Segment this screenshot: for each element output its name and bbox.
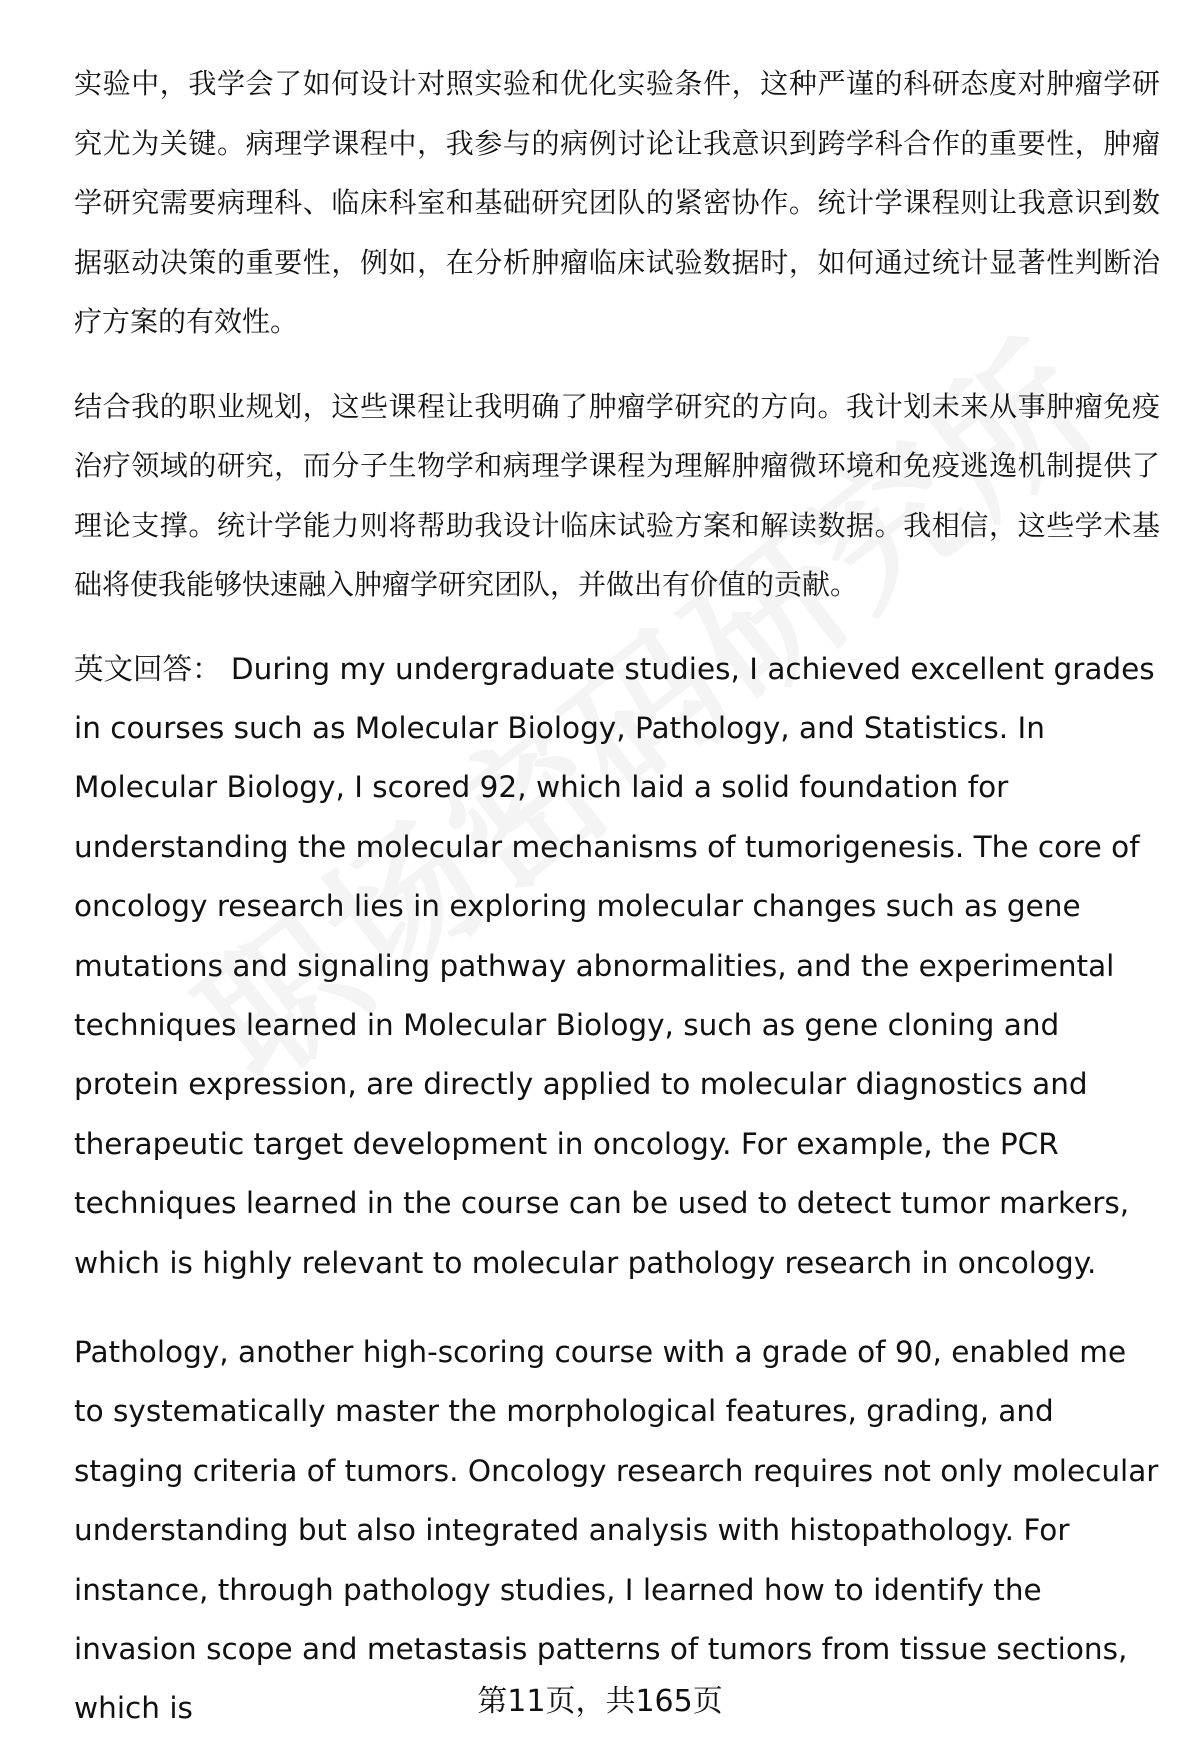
paragraph-english-pathology: Pathology, another high-scoring course with a grade of 90, enabled me to systematically master the morphological features, grading, and staging criteria of tumors. Oncology research requires not only molecular understanding but also integrated analysis with histopathology. For instance, through pathology studies, I learned how to identify the invasion scope and metastasis patterns of tumors from tissue sections, which is — [74, 1334, 1159, 1726]
page-number: 第11页，共165页 — [477, 1684, 723, 1719]
paragraph-english-answer — [74, 640, 1160, 1293]
english-answer-label: 英文回答： — [74, 651, 222, 686]
paragraph-chinese-experiment: 实验中，我学会了如何设计对照实验和优化实验条件，这种严谨的科研态度对肿瘤学研究尤为关键。病理学课程中，我参与的病例讨论让我意识到跨学科合作的重要性，肿瘤学研究需要病理科、临床科室和基础研究团队的紧密协作。统计学课程则让我意识到数据驱动决策的重要性，例如，在分析肿瘤临床试验数据时，如何通过统计显著性判断治疗方案的有效性。 — [74, 67, 1160, 338]
english-answer-text: During my undergraduate studies, I achieved excellent grades in courses such as Molecular Biology, Pathology, and Statistics. In Molecular Biology, I scored 92, which laid a solid foundation for understanding the molecular mechanisms of tumorigenesis. The core of oncology research lies in exploring molecular changes such as gene mutations and signaling pathway abnormalities, and the experimental techniques learned in Molecular Biology, such as gene cloning and protein expression, are directly applied to molecular diagnostics and therapeutic target development in oncology. For example, the PCR techniques learned in the course can be used to detect tumor markers, which is highly relevant to molecular pathology research in oncology. — [74, 651, 1155, 1280]
document-body — [74, 54, 1160, 1739]
paragraph-chinese-career-plan: 结合我的职业规划，这些课程让我明确了肿瘤学研究的方向。我计划未来从事肿瘤免疫治疗领域的研究，而分子生物学和病理学课程为理解肿瘤微环境和免疫逃逸机制提供了理论支撑。统计学能力则将帮助我设计临床试验方案和解读数据。我相信，这些学术基础将使我能够快速融入肿瘤学研究团队，并做出有价值的贡献。 — [74, 389, 1160, 601]
